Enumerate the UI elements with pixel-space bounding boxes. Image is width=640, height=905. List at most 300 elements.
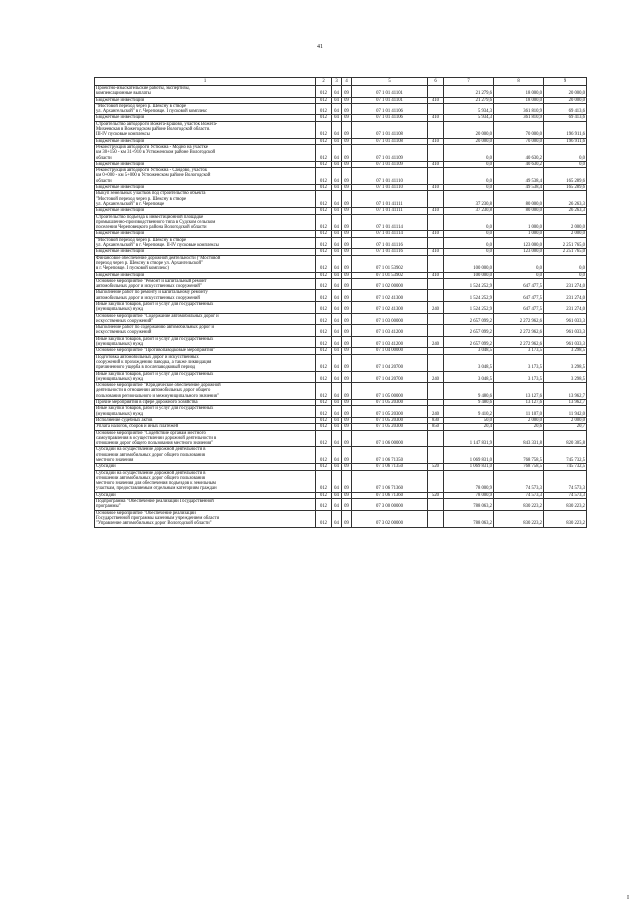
value-col-9: 961 033,3	[544, 325, 587, 337]
row-name-line: участкам, предоставляемым отдельным категориям граждан	[96, 486, 217, 492]
row-name-line: компенсационные выплаты	[96, 91, 151, 97]
row-name-line: Бюджетные инвестиции	[96, 138, 145, 144]
value-col-8: 18 000,0	[494, 97, 544, 103]
code-expense-type	[428, 290, 444, 302]
code-subsection: 09	[342, 348, 352, 354]
row-name-line: в г. Череповце. I пусковой комплекс)	[96, 266, 169, 272]
code-subsection: 09	[342, 290, 352, 302]
table-row	[95, 430, 587, 447]
code-expense-type: 410	[428, 208, 444, 214]
value-col-7: 9 410,2	[444, 406, 494, 418]
code-section: 04	[332, 208, 342, 214]
code-section: 04	[332, 371, 342, 383]
code-expense-type	[428, 121, 444, 138]
row-name	[95, 121, 316, 138]
table-row	[95, 290, 587, 302]
row-name-line: Основное мероприятие "Противопаводковые мероприятия"	[96, 348, 216, 354]
row-name-line: переход через р. Шексну в створе ул. Архангельской"	[96, 260, 203, 266]
code-expense-type: 520	[428, 492, 444, 498]
value-col-7: 5 934,3	[444, 103, 494, 115]
code-expense-type	[428, 383, 444, 400]
row-name	[95, 144, 316, 161]
table-row	[95, 354, 587, 371]
code-expense-type	[428, 144, 444, 161]
value-col-9: 3 298,5	[544, 348, 587, 354]
value-col-8: 74 573,3	[494, 492, 544, 498]
table-row	[95, 325, 587, 337]
code-target-article: 07 1 01 41111	[352, 191, 428, 208]
row-name-line: Строительство подъезда к инвестиционной площадке	[96, 214, 204, 220]
value-col-9: 165 289,6	[544, 168, 587, 185]
code-subsection: 09	[342, 371, 352, 383]
code-target-article: 07 1 05 00000	[352, 383, 428, 400]
row-name-line: Бюджетные инвестиции	[96, 161, 145, 167]
value-col-7: 3 048,5	[444, 354, 494, 371]
value-col-9: 13 962,7	[544, 400, 587, 406]
code-admin: 012	[316, 510, 332, 527]
value-col-7: 9 480,6	[444, 400, 494, 406]
value-col-9: 961 033,3	[544, 313, 587, 325]
value-col-7: 1 524 252,9	[444, 290, 494, 302]
row-name	[95, 336, 316, 348]
row-name-line: сооружений к прохождению паводка, а также ликвидация	[96, 359, 212, 365]
code-section: 04	[332, 348, 342, 354]
code-admin: 012	[316, 492, 332, 498]
code-subsection: 09	[342, 400, 352, 406]
table-row	[95, 214, 587, 231]
row-name-line: искусственных сооружений	[96, 330, 152, 336]
value-col-7: 78 000,9	[444, 492, 494, 498]
code-section: 04	[332, 115, 342, 121]
value-col-7: 78 000,9	[444, 470, 494, 492]
value-col-9: 231 274,0	[544, 278, 587, 290]
row-name	[95, 406, 316, 418]
code-target-article: 07 1 01 41108	[352, 138, 428, 144]
row-name	[95, 499, 316, 511]
code-admin: 012	[316, 161, 332, 167]
code-section: 04	[332, 417, 342, 423]
code-section: 04	[332, 237, 342, 249]
row-name-line: Михеевская в Вожегодском районе Вологодской области.	[96, 127, 211, 133]
row-name-line: (муниципальных) нужд	[96, 307, 144, 313]
value-col-8: 830 223,2	[494, 510, 544, 527]
code-expense-type	[428, 278, 444, 290]
column-header: 1	[95, 78, 316, 86]
value-col-7: 2 657 099,2	[444, 336, 494, 348]
value-col-9: 231 274,0	[544, 290, 587, 302]
row-name-line: автомобильных дорог и искусственных сооружений"	[96, 284, 202, 290]
footer-mark: I	[627, 895, 629, 901]
value-col-8: 768 758,5	[494, 464, 544, 470]
row-name-line: Исполнение судебных актов	[96, 417, 153, 423]
table-row	[95, 86, 587, 98]
code-expense-type: 240	[428, 301, 444, 313]
row-name-line: Основное мероприятие "Содействие органам местного	[96, 430, 206, 436]
value-col-9: 69 413,6	[544, 103, 587, 115]
code-admin: 012	[316, 325, 332, 337]
column-header: 2	[316, 78, 332, 86]
code-target-article: 07 1 01 41109	[352, 161, 428, 167]
row-name-line: Финансовое обеспечение дорожной деятельности ("Мостовой	[96, 255, 221, 261]
code-target-article: 07 1 02 00000	[352, 278, 428, 290]
row-name-line: программы"	[96, 504, 121, 510]
value-col-9: 26 263,3	[544, 208, 587, 214]
row-name-line: Субсидии	[96, 492, 116, 498]
row-name	[95, 313, 316, 325]
row-name-line: ул. Архангельской" в г. Череповце	[96, 201, 165, 207]
row-name-line: (муниципальных) нужд	[96, 342, 144, 348]
table-row	[95, 470, 587, 492]
code-section: 04	[332, 97, 342, 103]
row-name-line: (муниципальных) нужд	[96, 411, 144, 417]
code-expense-type	[428, 354, 444, 371]
code-subsection: 09	[342, 499, 352, 511]
code-expense-type	[428, 191, 444, 208]
value-col-8: 1 000,0	[494, 231, 544, 237]
value-col-7: 0,0	[444, 249, 494, 255]
value-col-7: 3 048,5	[444, 348, 494, 354]
value-col-7: 100 000,0	[444, 272, 494, 278]
row-name	[95, 237, 316, 249]
code-admin: 012	[316, 86, 332, 98]
row-name	[95, 383, 316, 400]
code-section: 04	[332, 185, 342, 191]
code-expense-type: 410	[428, 97, 444, 103]
column-header: 3	[332, 78, 342, 86]
code-subsection: 09	[342, 447, 352, 464]
value-col-7: 2 657 099,2	[444, 313, 494, 325]
value-col-8: 70 000,0	[494, 121, 544, 138]
table-row	[95, 255, 587, 272]
code-section: 04	[332, 325, 342, 337]
code-section: 04	[332, 301, 342, 313]
value-col-7: 3 048,5	[444, 371, 494, 383]
code-target-article: 07 1 03 41200	[352, 325, 428, 337]
row-name-line: Основное мероприятие "Обеспечение реализации	[96, 510, 196, 516]
code-expense-type: 410	[428, 138, 444, 144]
value-col-7: 0,0	[444, 237, 494, 249]
code-subsection: 09	[342, 406, 352, 418]
table-row	[95, 278, 587, 290]
code-target-article: 07 1 01 53902	[352, 272, 428, 278]
row-name-line: Иные закупки товаров, работ и услуг для государственных	[96, 406, 214, 412]
value-col-9: 20,7	[544, 424, 587, 430]
row-name-line: области	[96, 155, 112, 161]
code-section: 04	[332, 492, 342, 498]
row-name	[95, 447, 316, 464]
code-expense-type	[428, 103, 444, 115]
value-col-7: 1 524 252,9	[444, 278, 494, 290]
code-section: 04	[332, 138, 342, 144]
value-col-7: 50,0	[444, 417, 494, 423]
value-col-9: 0,0	[544, 144, 587, 161]
value-col-8: 361 810,9	[494, 115, 544, 121]
value-col-9: 165 289,6	[544, 185, 587, 191]
value-col-8: 13 127,6	[494, 383, 544, 400]
code-admin: 012	[316, 214, 332, 231]
row-name-line: (муниципальных) нужд	[96, 376, 144, 382]
row-name-line: Основное мероприятие "Содержание автомобильных дорог и	[96, 313, 219, 319]
table-row	[95, 191, 587, 208]
row-name-line: км 30+150 - км 31+910 в Устюженском районе Вологодской	[96, 150, 216, 156]
row-name-line: Основное мероприятие "Ремонт и капитальный ремонт	[96, 278, 207, 284]
code-section: 04	[332, 161, 342, 167]
code-admin: 012	[316, 499, 332, 511]
value-col-9: 20 000,0	[544, 86, 587, 98]
value-col-7: 1 069 831,0	[444, 464, 494, 470]
code-target-article: 07 1 01 41110	[352, 185, 428, 191]
value-col-9: 26 263,3	[544, 191, 587, 208]
code-target-article: 07 1 01 41114	[352, 214, 428, 231]
row-name-line: Выполнение работ по содержанию автомобильных дорог и	[96, 325, 214, 331]
code-subsection: 09	[342, 237, 352, 249]
row-name-line: самоуправления в осуществлении дорожной деятельности в	[96, 435, 217, 441]
value-col-8: 49 538,4	[494, 168, 544, 185]
row-name	[95, 168, 316, 185]
code-subsection: 09	[342, 103, 352, 115]
code-section: 04	[332, 406, 342, 418]
row-name-line: поселении Череповецкого района Вологодской области	[96, 225, 207, 231]
value-col-9: 820 305,8	[544, 430, 587, 447]
code-admin: 012	[316, 208, 332, 214]
table-row	[95, 510, 587, 527]
code-admin: 012	[316, 272, 332, 278]
code-target-article: 07 1 04 20700	[352, 354, 428, 371]
column-header: 8	[494, 78, 544, 86]
code-admin: 012	[316, 168, 332, 185]
value-col-8: 647 477,5	[494, 278, 544, 290]
code-subsection: 09	[342, 354, 352, 371]
value-col-9: 13 962,7	[544, 383, 587, 400]
row-name-line: местного значения для обеспечения подъездов к земельным	[96, 481, 216, 487]
row-name-line: промышленно-производственного типа в Судском сельском	[96, 219, 216, 225]
value-col-9: 74 573,3	[544, 470, 587, 492]
code-admin: 012	[316, 430, 332, 447]
code-section: 04	[332, 278, 342, 290]
column-header: 7	[444, 78, 494, 86]
code-section: 04	[332, 313, 342, 325]
row-name-line: отношении дорог общего пользования местного значения"	[96, 441, 214, 447]
code-subsection: 09	[342, 208, 352, 214]
code-section: 04	[332, 144, 342, 161]
code-target-article: 07 3 02 00000	[352, 510, 428, 527]
code-subsection: 09	[342, 138, 352, 144]
value-col-9: 830 223,2	[544, 510, 587, 527]
value-col-8: 74 573,3	[494, 470, 544, 492]
row-name-line: Субсидии на осуществление дорожной деятельности в	[96, 470, 206, 476]
value-col-9: 3 298,5	[544, 354, 587, 371]
code-admin: 012	[316, 354, 332, 371]
value-col-9: 830 223,2	[544, 499, 587, 511]
code-section: 04	[332, 510, 342, 527]
column-header: 6	[428, 78, 444, 86]
code-admin: 012	[316, 237, 332, 249]
value-col-8: 361 810,9	[494, 103, 544, 115]
row-name-line: Иные закупки товаров, работ и услуг для государственных	[96, 371, 214, 377]
code-section: 04	[332, 103, 342, 115]
value-col-8: 1 000,0	[494, 214, 544, 231]
table-row	[95, 383, 587, 400]
row-name-line: Бюджетные инвестиции	[96, 272, 145, 278]
value-col-9: 2 000,0	[544, 231, 587, 237]
code-section: 04	[332, 231, 342, 237]
code-section: 04	[332, 168, 342, 185]
code-section: 04	[332, 255, 342, 272]
value-col-9: 0,0	[544, 272, 587, 278]
value-col-8: 0,0	[494, 272, 544, 278]
table-row	[95, 144, 587, 161]
code-admin: 012	[316, 336, 332, 348]
code-subsection: 09	[342, 231, 352, 237]
row-name	[95, 301, 316, 313]
value-col-7: 1 147 831,9	[444, 430, 494, 447]
value-col-8: 843 331,8	[494, 430, 544, 447]
value-col-7: 20,4	[444, 424, 494, 430]
code-subsection: 09	[342, 336, 352, 348]
value-col-8: 40 630,2	[494, 161, 544, 167]
row-name-line: Иные закупки товаров, работ и услуг для государственных	[96, 301, 214, 307]
code-admin: 012	[316, 144, 332, 161]
code-subsection: 09	[342, 185, 352, 191]
value-col-7: 2 657 099,2	[444, 325, 494, 337]
value-col-7: 1 524 252,9	[444, 301, 494, 313]
value-col-9: 11 942,0	[544, 406, 587, 418]
code-target-article: 07 1 02 41300	[352, 301, 428, 313]
value-col-7: 37 230,8	[444, 208, 494, 214]
row-name-line: Уплата налогов, сборов и иных платежей	[96, 424, 179, 430]
table-row	[95, 406, 587, 418]
row-name-line: Реконструкция автодороги Устюжна - Модно на участке	[96, 144, 208, 150]
row-name-line: Бюджетные инвестиции	[96, 97, 145, 103]
value-col-8: 80 000,0	[494, 191, 544, 208]
value-col-9: 0,0	[544, 255, 587, 272]
code-subsection: 09	[342, 313, 352, 325]
code-section: 04	[332, 121, 342, 138]
code-target-article: 07 1 04 20700	[352, 371, 428, 383]
value-col-7: 788 063,2	[444, 499, 494, 511]
code-subsection: 09	[342, 272, 352, 278]
row-name-line: местного значения	[96, 458, 134, 463]
value-col-9: 961 033,3	[544, 336, 587, 348]
value-col-9: 20 000,0	[544, 97, 587, 103]
code-target-article: 07 1 05 20300	[352, 400, 428, 406]
value-col-9: 2 251 765,0	[544, 237, 587, 249]
code-target-article: 07 1 05 20300	[352, 406, 428, 418]
code-target-article: 07 1 01 41108	[352, 121, 428, 138]
value-col-8: 830 223,2	[494, 499, 544, 511]
code-section: 04	[332, 424, 342, 430]
table-row	[95, 301, 587, 313]
row-name	[95, 255, 316, 272]
code-admin: 012	[316, 103, 332, 115]
row-name	[95, 354, 316, 371]
value-col-7: 0,0	[444, 161, 494, 167]
value-col-7: 0,0	[444, 185, 494, 191]
column-header: 9	[544, 78, 587, 86]
value-col-8: 40 630,2	[494, 144, 544, 161]
row-name-line: Прочие мероприятия в сфере дорожного хозяйства	[96, 400, 198, 406]
value-col-8: 123 000,0	[494, 237, 544, 249]
code-target-article: 07 1 02 41300	[352, 290, 428, 302]
code-subsection: 09	[342, 430, 352, 447]
code-target-article: 07 1 03 00000	[352, 313, 428, 325]
value-col-7: 0,0	[444, 214, 494, 231]
code-expense-type	[428, 86, 444, 98]
code-admin: 012	[316, 470, 332, 492]
code-target-article: 07 1 01 41116	[352, 249, 428, 255]
code-admin: 012	[316, 406, 332, 418]
budget-table	[94, 77, 587, 528]
code-section: 04	[332, 430, 342, 447]
code-subsection: 09	[342, 383, 352, 400]
code-subsection: 09	[342, 97, 352, 103]
value-col-7: 9 480,6	[444, 383, 494, 400]
page-number: 41	[317, 44, 323, 50]
code-target-article: 07 1 06 71360	[352, 492, 428, 498]
value-col-8: 3 173,5	[494, 354, 544, 371]
row-name	[95, 103, 316, 115]
code-subsection: 09	[342, 115, 352, 121]
value-col-9: 2 000,0	[544, 417, 587, 423]
row-name-line: причиненного ущерба в послепаводковый период	[96, 365, 196, 371]
row-name-line: Основное мероприятие "Юридическое обеспечение дорожной	[96, 383, 221, 389]
table-row	[95, 336, 587, 348]
value-col-8: 123 000,0	[494, 249, 544, 255]
code-target-article: 07 1 01 41116	[352, 237, 428, 249]
value-col-8: 2 272 962,6	[494, 325, 544, 337]
code-expense-type: 410	[428, 185, 444, 191]
row-name	[95, 290, 316, 302]
value-col-7: 100 000,0	[444, 255, 494, 272]
row-name-line: пользования регионального и межмуниципального значения"	[96, 393, 219, 399]
value-col-8: 2 272 962,6	[494, 313, 544, 325]
value-col-8: 70 000,0	[494, 138, 544, 144]
code-expense-type: 830	[428, 417, 444, 423]
code-subsection: 09	[342, 464, 352, 470]
row-name	[95, 430, 316, 447]
code-subsection: 09	[342, 492, 352, 498]
row-name-line: Строительство автодороги Вожега-Ершово, участок Вожега-	[96, 121, 218, 127]
code-admin: 012	[316, 185, 332, 191]
value-col-8: 49 538,4	[494, 185, 544, 191]
code-section: 04	[332, 470, 342, 492]
code-expense-type: 410	[428, 115, 444, 121]
value-col-9: 69 413,6	[544, 115, 587, 121]
code-expense-type: 410	[428, 161, 444, 167]
code-target-article: 07 3 00 00000	[352, 499, 428, 511]
value-col-7: 37 230,8	[444, 191, 494, 208]
row-name-line: Иные закупки товаров, работ и услуг для государственных	[96, 336, 214, 342]
value-col-7: 20 000,0	[444, 121, 494, 138]
code-target-article: 07 1 01 41114	[352, 231, 428, 237]
row-name-line: Выполнение работ по ремонту и капитальному ремонту	[96, 290, 208, 296]
value-col-7: 1 069 831,0	[444, 447, 494, 464]
code-admin: 012	[316, 121, 332, 138]
code-subsection: 09	[342, 325, 352, 337]
code-admin: 012	[316, 348, 332, 354]
code-admin: 012	[316, 383, 332, 400]
row-name-line: Выкуп земельных участков под строительство объекта	[96, 191, 206, 197]
value-col-8: 3 173,5	[494, 348, 544, 354]
value-col-9: 196 911,6	[544, 138, 587, 144]
code-admin: 012	[316, 278, 332, 290]
value-col-7: 20 000,0	[444, 138, 494, 144]
row-name	[95, 325, 316, 337]
code-section: 04	[332, 464, 342, 470]
code-expense-type: 410	[428, 272, 444, 278]
code-expense-type	[428, 430, 444, 447]
value-col-8: 647 477,5	[494, 301, 544, 313]
